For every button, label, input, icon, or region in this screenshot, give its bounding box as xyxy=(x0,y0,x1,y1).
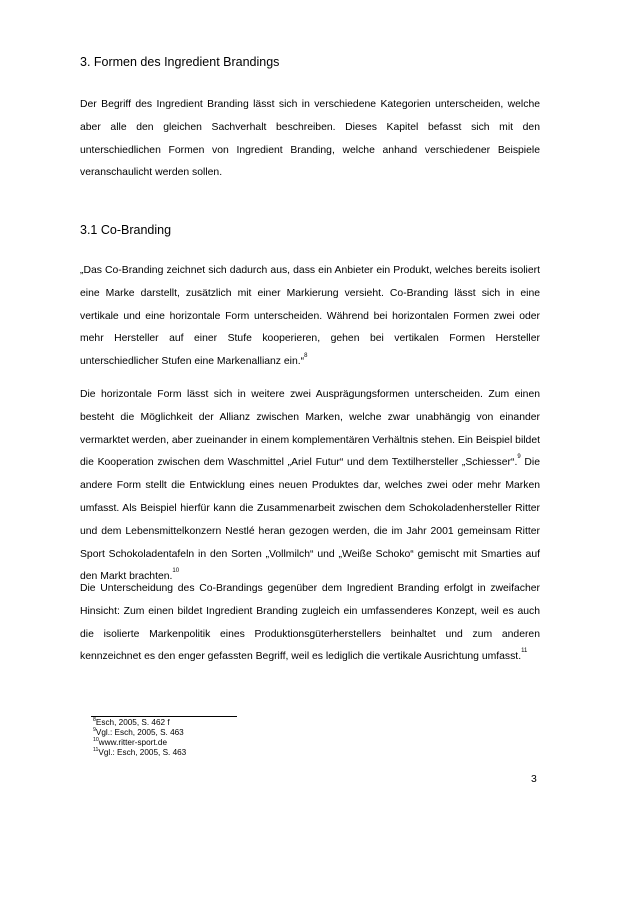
intro-text: Der Begriff des Ingredient Branding lässt sich in verschiedene Kategorien unterscheiden, welche aber alle den gleichen Sachverhalt beschreiben. Dieses Kapitel befasst sich mit den unterschiedlichen Formen von Ingredient Branding, welche anhand verschiedener Beispiele veranschaulicht werden sollen. xyxy=(80,99,540,179)
footnote xyxy=(93,718,393,728)
footnote-ref: 9 xyxy=(517,454,521,461)
footnote xyxy=(93,748,393,758)
footnote-text: Vgl.: Esch, 2005, S. 463 xyxy=(98,748,187,757)
page-number: 3 xyxy=(531,774,537,785)
footnote-ref: 8 xyxy=(304,353,308,360)
intro-paragraph xyxy=(80,94,540,185)
paragraph-horizontal-form xyxy=(80,384,540,589)
paragraph-distinction xyxy=(80,578,540,669)
paragraph-quote-text: „Das Co-Branding zeichnet sich dadurch aus, dass ein Anbieter ein Produkt, welches bereits isoliert eine Marke darstellt, zusätzlich mit einer Markierung versieht. Co-Branding lässt sich in eine vertikale und eine horizontale Form unterscheiden. Während bei horizontalen Formen zwei oder mehr Hersteller auf einer Stufe kooperieren, gehen bei vertikalen Formen Hersteller unterschiedlicher Stufen eine Markenallianz ein.“ xyxy=(80,265,540,368)
footnote-ref: 10 xyxy=(172,568,180,575)
paragraph-horizontal-text-a: Die horizontale Form lässt sich in weitere zwei Ausprägungsformen unterscheiden. Zum einen besteht die Möglichkeit der Allianz zwischen Marken, welche zwar unabhängig von einander vermarktet werden, aber zueinander in einem komplementären Verhältnis stehen. Ein Beispiel bildet die Kooperation zwischen dem Waschmittel „Ariel Futur“ und dem Textilhersteller „Schiesser“. xyxy=(80,389,540,469)
footnote-text: Esch, 2005, S. 462 f xyxy=(95,718,170,727)
footnote-ref: 11 xyxy=(521,648,528,655)
footnote-number: 9 xyxy=(93,727,96,733)
paragraph-quote xyxy=(80,260,540,374)
paragraph-horizontal-text-b: Die andere Form stellt die Entwicklung eines neuen Produktes dar, welches zwei oder mehr Marken umfasst. Als Beispiel hierfür kann die Zusammenarbeit zwischen dem Schokoladenhersteller Ritter und dem Lebensmittelkonzern Nestlé heran gezogen werden, die im Jahr 2001 gemeinsam Ritter Sport Schokoladentafeln in den Sorten „Vollmilch“ und „Weiße Schoko“ gemischt mit Smarties auf den Markt brachten. xyxy=(80,457,540,583)
section-heading: 3. Formen des Ingredient Brandings xyxy=(80,55,280,69)
footnote xyxy=(93,738,393,748)
paragraph-distinction-text: Die Unterscheidung des Co-Brandings gegenüber dem Ingredient Branding erfolgt in zweifacher Hinsicht: Zum einen bildet Ingredient Branding zugleich ein umfassenderes Konzept, weil es auch die isolierte Markenpolitik eines Produktionsgüterherstellers beinhaltet und zum anderen kennzeichnet es den enger gefassten Begriff, weil es lediglich die vertikale Ausrichtung umfasst. xyxy=(80,583,540,663)
subsection-heading: 3.1 Co-Branding xyxy=(80,223,172,237)
footnote xyxy=(93,728,393,738)
footnotes xyxy=(93,718,393,758)
footnote-text: www.ritter-sport.de xyxy=(98,738,168,747)
footnote-text: Vgl.: Esch, 2005, S. 463 xyxy=(95,728,184,737)
footnote-separator xyxy=(91,716,237,717)
footnote-number: 11 xyxy=(93,747,99,753)
footnote-number: 10 xyxy=(93,737,99,743)
footnote-number: 8 xyxy=(93,717,96,723)
